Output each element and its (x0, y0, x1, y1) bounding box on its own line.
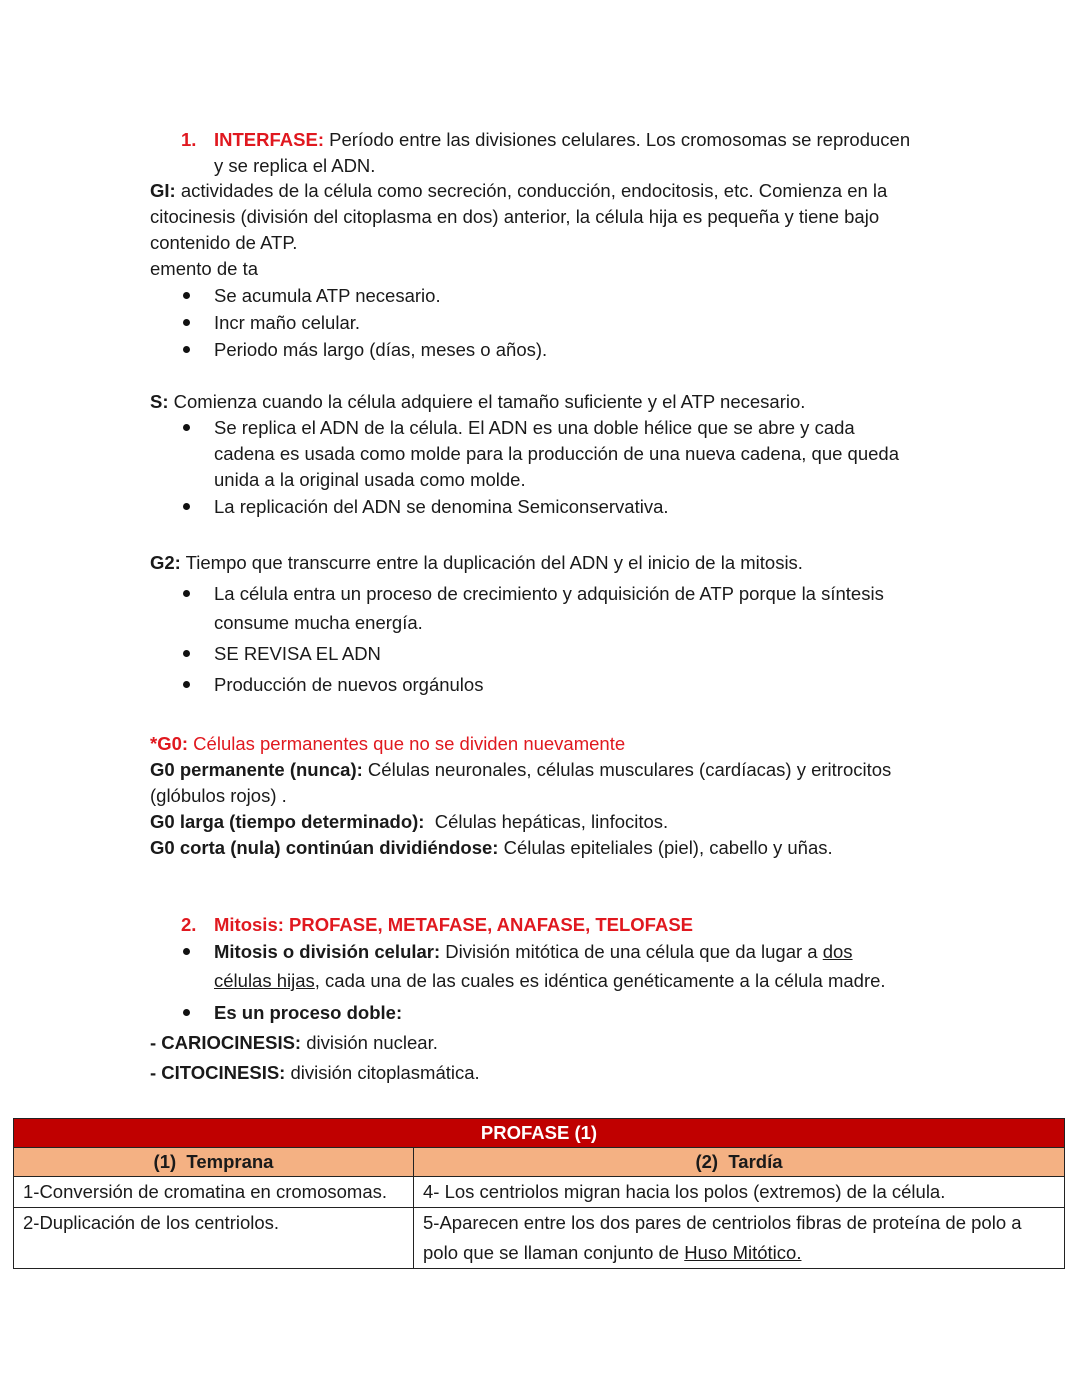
bullet-icon (183, 948, 190, 955)
mitosis-definition-text-1: División mitótica de una célula que da lugar a (440, 941, 823, 962)
citocinesis-text: división citoplasmática. (285, 1062, 480, 1083)
mitosis-title: Mitosis: PROFASE, METAFASE, ANAFASE, TELOFASE (214, 914, 693, 935)
column-header-tardia: (2) Tardía (414, 1148, 1065, 1177)
s-heading (150, 389, 805, 415)
mitosis-definition-underlined-1: dos (822, 941, 853, 962)
s-bullet-2: La replicación del ADN se denomina Semiconservativa. (214, 496, 669, 517)
s-bullet-1-line-3: unida a la original usada como molde. (214, 469, 526, 490)
cariocinesis-label: - CARIOCINESIS: (150, 1032, 302, 1053)
mitosis-definition-underlined-2: células hijas (214, 970, 315, 991)
citocinesis-label: - CITOCINESIS: (150, 1062, 286, 1083)
bullet-icon (183, 681, 190, 688)
g0-corta-label: G0 corta (nula) continúan dividiéndose: (150, 837, 499, 858)
bullet-icon (183, 590, 190, 597)
g1-bullet-3: Periodo más largo (días, meses o años). (214, 339, 548, 360)
g2-bullet-3: Producción de nuevos orgánulos (214, 674, 484, 695)
table-row (14, 1177, 1065, 1208)
table-row (14, 1208, 1065, 1269)
cariocinesis-line (150, 1030, 438, 1056)
g0-larga-label: G0 larga (tiempo determinado): (150, 811, 425, 832)
bullet-icon (183, 292, 190, 299)
bullet-icon (183, 1009, 190, 1016)
table-cell-tardia (414, 1208, 1065, 1269)
huso-mitotico-term: Huso Mitótico. (684, 1242, 802, 1263)
g1-bullet-1: Se acumula ATP necesario. (214, 285, 441, 306)
citocinesis-line (150, 1060, 480, 1086)
g2-bullet-1-line-2: consume mucha energía. (214, 612, 423, 633)
mitosis-definition-label: Mitosis o división celular: (214, 941, 441, 962)
g0-text: Células permanentes que no se dividen nuevamente (188, 733, 626, 754)
tardia-step-5-text: polo que se llaman conjunto de (423, 1242, 685, 1263)
mitosis-definition-text-2: , cada una de las cuales es idéntica genéticamente a la célula madre. (314, 970, 886, 991)
s-bullet-1-line-2: cadena es usada como molde para la producción de una nueva cadena, que queda (214, 443, 900, 464)
tardia-step-5-line-1: 5-Aparecen entre los dos pares de centriolos fibras de proteína de polo a (423, 1212, 1022, 1233)
g1-paragraph-line-3: contenido de ATP. (150, 232, 298, 253)
s-label: S: (150, 391, 169, 412)
g0-permanente-text: Células neuronales, células musculares (cardíacas) y eritrocitos (362, 759, 892, 780)
bullet-icon (183, 346, 190, 353)
g2-text: Tiempo que transcurre entre la duplicación del ADN y el inicio de la mitosis. (180, 552, 803, 573)
section-number-2: 2. (181, 914, 197, 935)
bullet-icon (183, 319, 190, 326)
tardia-step-5-line-2 (423, 1238, 1055, 1268)
table-cell-temprana: 2-Duplicación de los centriolos. (14, 1208, 414, 1269)
interfase-heading (214, 127, 910, 153)
interfase-text-2: y se replica el ADN. (214, 155, 376, 176)
g1-paragraph-line-4: emento de ta (150, 258, 258, 279)
mitosis-bullet-1-line-1 (214, 939, 853, 965)
table-cell-temprana: 1-Conversión de cromatina en cromosomas. (14, 1177, 414, 1208)
g0-permanente-label: G0 permanente (nunca): (150, 759, 363, 780)
g2-label: G2: (150, 552, 181, 573)
g2-heading (150, 550, 803, 576)
bullet-icon (183, 650, 190, 657)
g1-paragraph-line-1 (150, 178, 887, 204)
mitosis-bullet-2: Es un proceso doble: (214, 1002, 403, 1023)
g1-bullet-2: Incr maño celular. (214, 312, 361, 333)
g1-text-1: actividades de la célula como secreción, conducción, endocitosis, etc. Comienza en la (175, 180, 888, 201)
g0-larga (150, 809, 668, 835)
profase-table-title: PROFASE (1) (14, 1119, 1065, 1148)
s-bullet-1-line-1: Se replica el ADN de la célula. El ADN es una doble hélice que se abre y cada (214, 417, 855, 438)
profase-table (13, 1118, 1065, 1269)
g0-heading (150, 731, 625, 757)
table-cell-tardia: 4- Los centriolos migran hacia los polos (extremos) de la célula. (414, 1177, 1065, 1208)
g1-paragraph-line-2: citocinesis (división del citoplasma en dos) anterior, la célula hija es pequeña y tiene bajo (150, 206, 880, 227)
column-header-temprana: (1) Temprana (14, 1148, 414, 1177)
g2-bullet-2: SE REVISA EL ADN (214, 643, 381, 664)
g0-larga-text: Células hepáticas, linfocitos. (424, 811, 669, 832)
cariocinesis-text: división nuclear. (301, 1032, 438, 1053)
g0-permanente-line-2: (glóbulos rojos) . (150, 785, 287, 806)
bullet-icon (183, 503, 190, 510)
bullet-icon (183, 424, 190, 431)
s-text: Comienza cuando la célula adquiere el tamaño suficiente y el ATP necesario. (168, 391, 806, 412)
g0-corta (150, 835, 833, 861)
g0-permanente-line-1 (150, 757, 891, 783)
mitosis-bullet-1-line-2 (214, 968, 886, 994)
section-number-1: 1. (181, 129, 197, 150)
interfase-title: INTERFASE: (214, 129, 324, 150)
g0-label: *G0: (150, 733, 189, 754)
g0-corta-text: Células epiteliales (piel), cabello y uñas. (498, 837, 833, 858)
g1-label: GI: (150, 180, 176, 201)
interfase-text-1: Período entre las divisiones celulares. Los cromosomas se reproducen (323, 129, 911, 150)
g2-bullet-1-line-1: La célula entra un proceso de crecimiento y adquisición de ATP porque la síntesis (214, 583, 884, 604)
